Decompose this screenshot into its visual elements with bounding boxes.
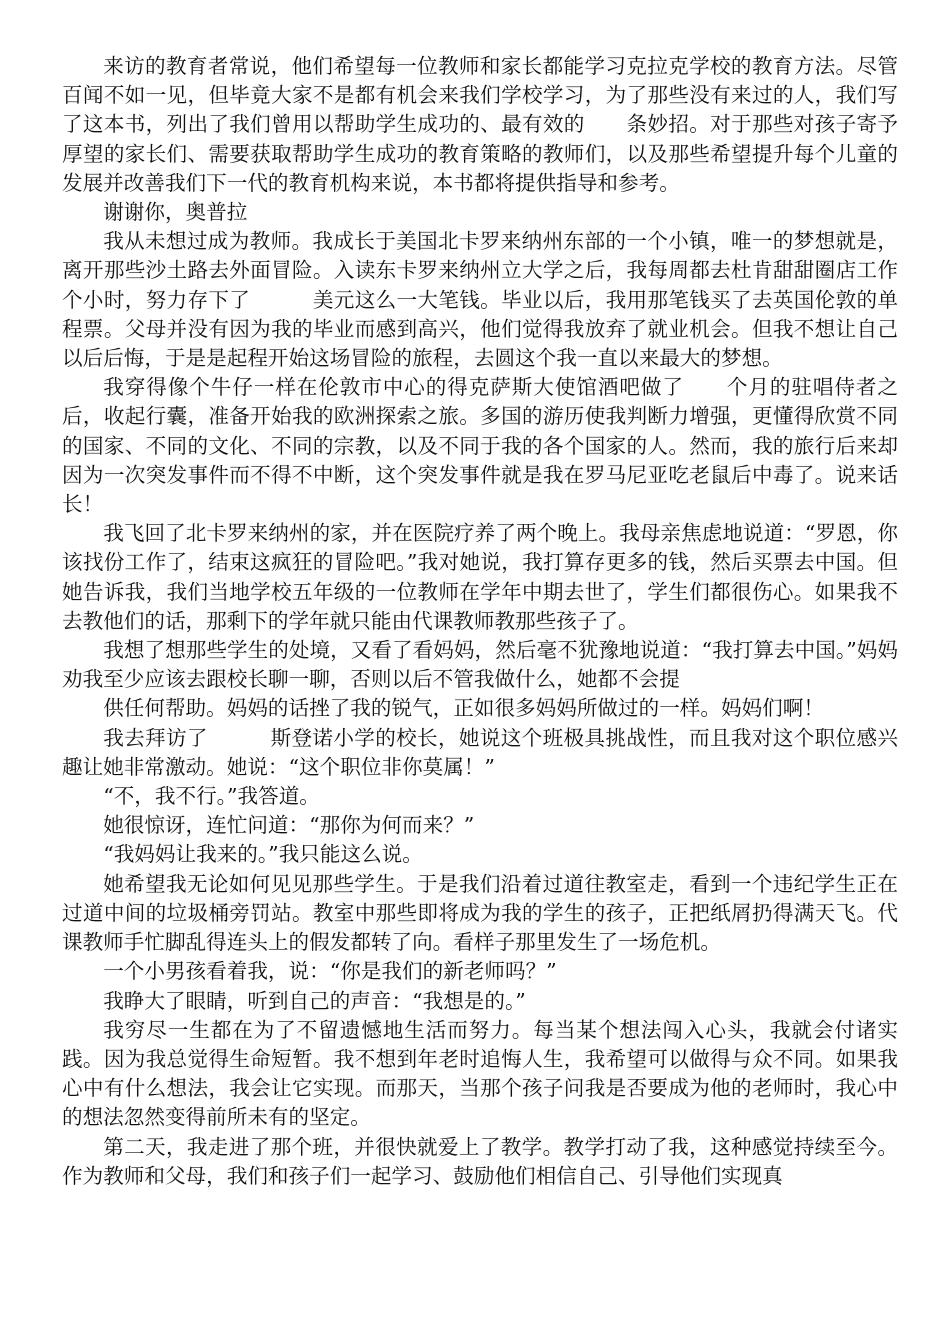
paragraph-dialogue-no: “不，我不行。”我答道。 xyxy=(103,784,320,809)
paragraph-answer: 我睁大了眼睛，听到自己的声音：“我想是的。” xyxy=(103,988,526,1013)
paragraph-no-regrets: 我穷尽一生都在为了不留遗憾地生活而努力。每当某个想法闯入心头，我就会付诸实践。因为我总觉得生命短暂。我不想到年老时追悔人生，我希望可以做得与众不同。如果我心中有什么想法，我会让它实现。而那天，当那个孩子问我是否要成为他的老师时，我心中的想法忽然变得前所未有的坚定。 xyxy=(62,1017,898,1130)
section-heading-thanks-oprah: 谢谢你，奥普拉 xyxy=(103,200,248,225)
paragraph-mother-advice: 供任何帮助。妈妈的话挫了我的锐气，正如很多妈妈所做过的一样。妈妈们啊！ xyxy=(103,696,824,721)
paragraph-london-travels: 我穿得像个牛仔一样在伦敦市中心的得克萨斯大使馆酒吧做了 个月的驻唱侍者之后，收起行囊，准备开始我的欧洲探索之旅。多国的游历使我判断力增强，更懂得欣赏不同的国家、不同的文化、不同的宗教，以及不同于我的各个国家的人。然而，我的旅行后来却因为一次突发事件而不得不中断，这个突发事件就是我在罗马尼亚吃老鼠后中毒了。说来话长！ xyxy=(62,375,898,517)
paragraph-intro: 来访的教育者常说，他们希望每一位教师和家长都能学习克拉克学校的教育方法。尽管百闻不如一见，但毕竟大家不是都有机会来我们学校学习，为了那些没有来过的人，我们写了这本书，列出了我们曾用以帮助学生成功的、最有效的 条妙招。对于那些对孩子寄予厚望的家长们、需要获取帮助学生成功的教育策略的教师们，以及那些希望提升每个儿童的发展并改善我们下一代的教育机构来说，本书都将提供指导和参考。 xyxy=(62,54,898,195)
paragraph-principal-visit: 我去拜访了 斯登诺小学的校长，她说这个班极具挑战性，而且我对这个职位感兴趣让她非常激动。她说：“这个职位非你莫属！” xyxy=(62,725,898,779)
document-page xyxy=(62,52,940,1191)
paragraph-return-home: 我飞回了北卡罗来纳州的家，并在医院疗养了两个晚上。我母亲焦虑地说道：“罗恩，你该找份工作了，结束这疯狂的冒险吧。”我对她说，我打算存更多的钱，然后买票去中国。但她告诉我，我们当地学校五年级的一位教师在学年中期去世了，学生们都很伤心。如果我不去教他们的话，那剩下的学年就只能由代课教师教那些孩子了。 xyxy=(62,521,898,633)
paragraph-classroom-chaos: 她希望我无论如何见见那些学生。于是我们沿着过道往教室走，看到一个违纪学生正在过道中间的垃圾桶旁罚站。教室中那些即将成为我的学生的孩子，正把纸屑扔得满天飞。代课教师手忙脚乱得连头上的假发都转了向。看样子那里发生了一场危机。 xyxy=(62,871,898,955)
paragraph-decision: 我想了想那些学生的处境，又看了看妈妈，然后毫不犹豫地说道：“我打算去中国。”妈妈劝我至少应该去跟校长聊一聊，否则以后不管我做什么，她都不会提 xyxy=(62,638,898,692)
paragraph-dialogue-mom: “我妈妈让我来的。”我只能这么说。 xyxy=(103,842,423,867)
paragraph-boy-question: 一个小男孩看着我，说：“你是我们的新老师吗？” xyxy=(103,959,557,984)
paragraph-next-day: 第二天，我走进了那个班，并很快就爱上了教学。教学打动了我，这种感觉持续至今。作为教师和父母，我们和孩子们一起学习、鼓励他们相信自己、引导他们实现真 xyxy=(62,1134,898,1188)
paragraph-dialogue-why: 她很惊讶，连忙问道：“那你为何而来？” xyxy=(103,813,475,838)
paragraph-childhood: 我从未想过成为教师。我成长于美国北卡罗来纳州东部的一个小镇，唯一的梦想就是，离开那些沙土路去外面冒险。入读东卡罗来纳州立大学之后，我每周都去杜肯甜甜圈店工作 个小时，努力存下了 美元这么一大笔钱。毕业以后，我用那笔钱买了去英国伦敦的单程票。父母并没有因为我的毕业而感到高兴，他们觉得我放弃了就业机会。但我不想让自己以后后悔，于是是起程开始这场冒险的旅程，去圆这个我一直以来最大的梦想。 xyxy=(62,229,940,371)
